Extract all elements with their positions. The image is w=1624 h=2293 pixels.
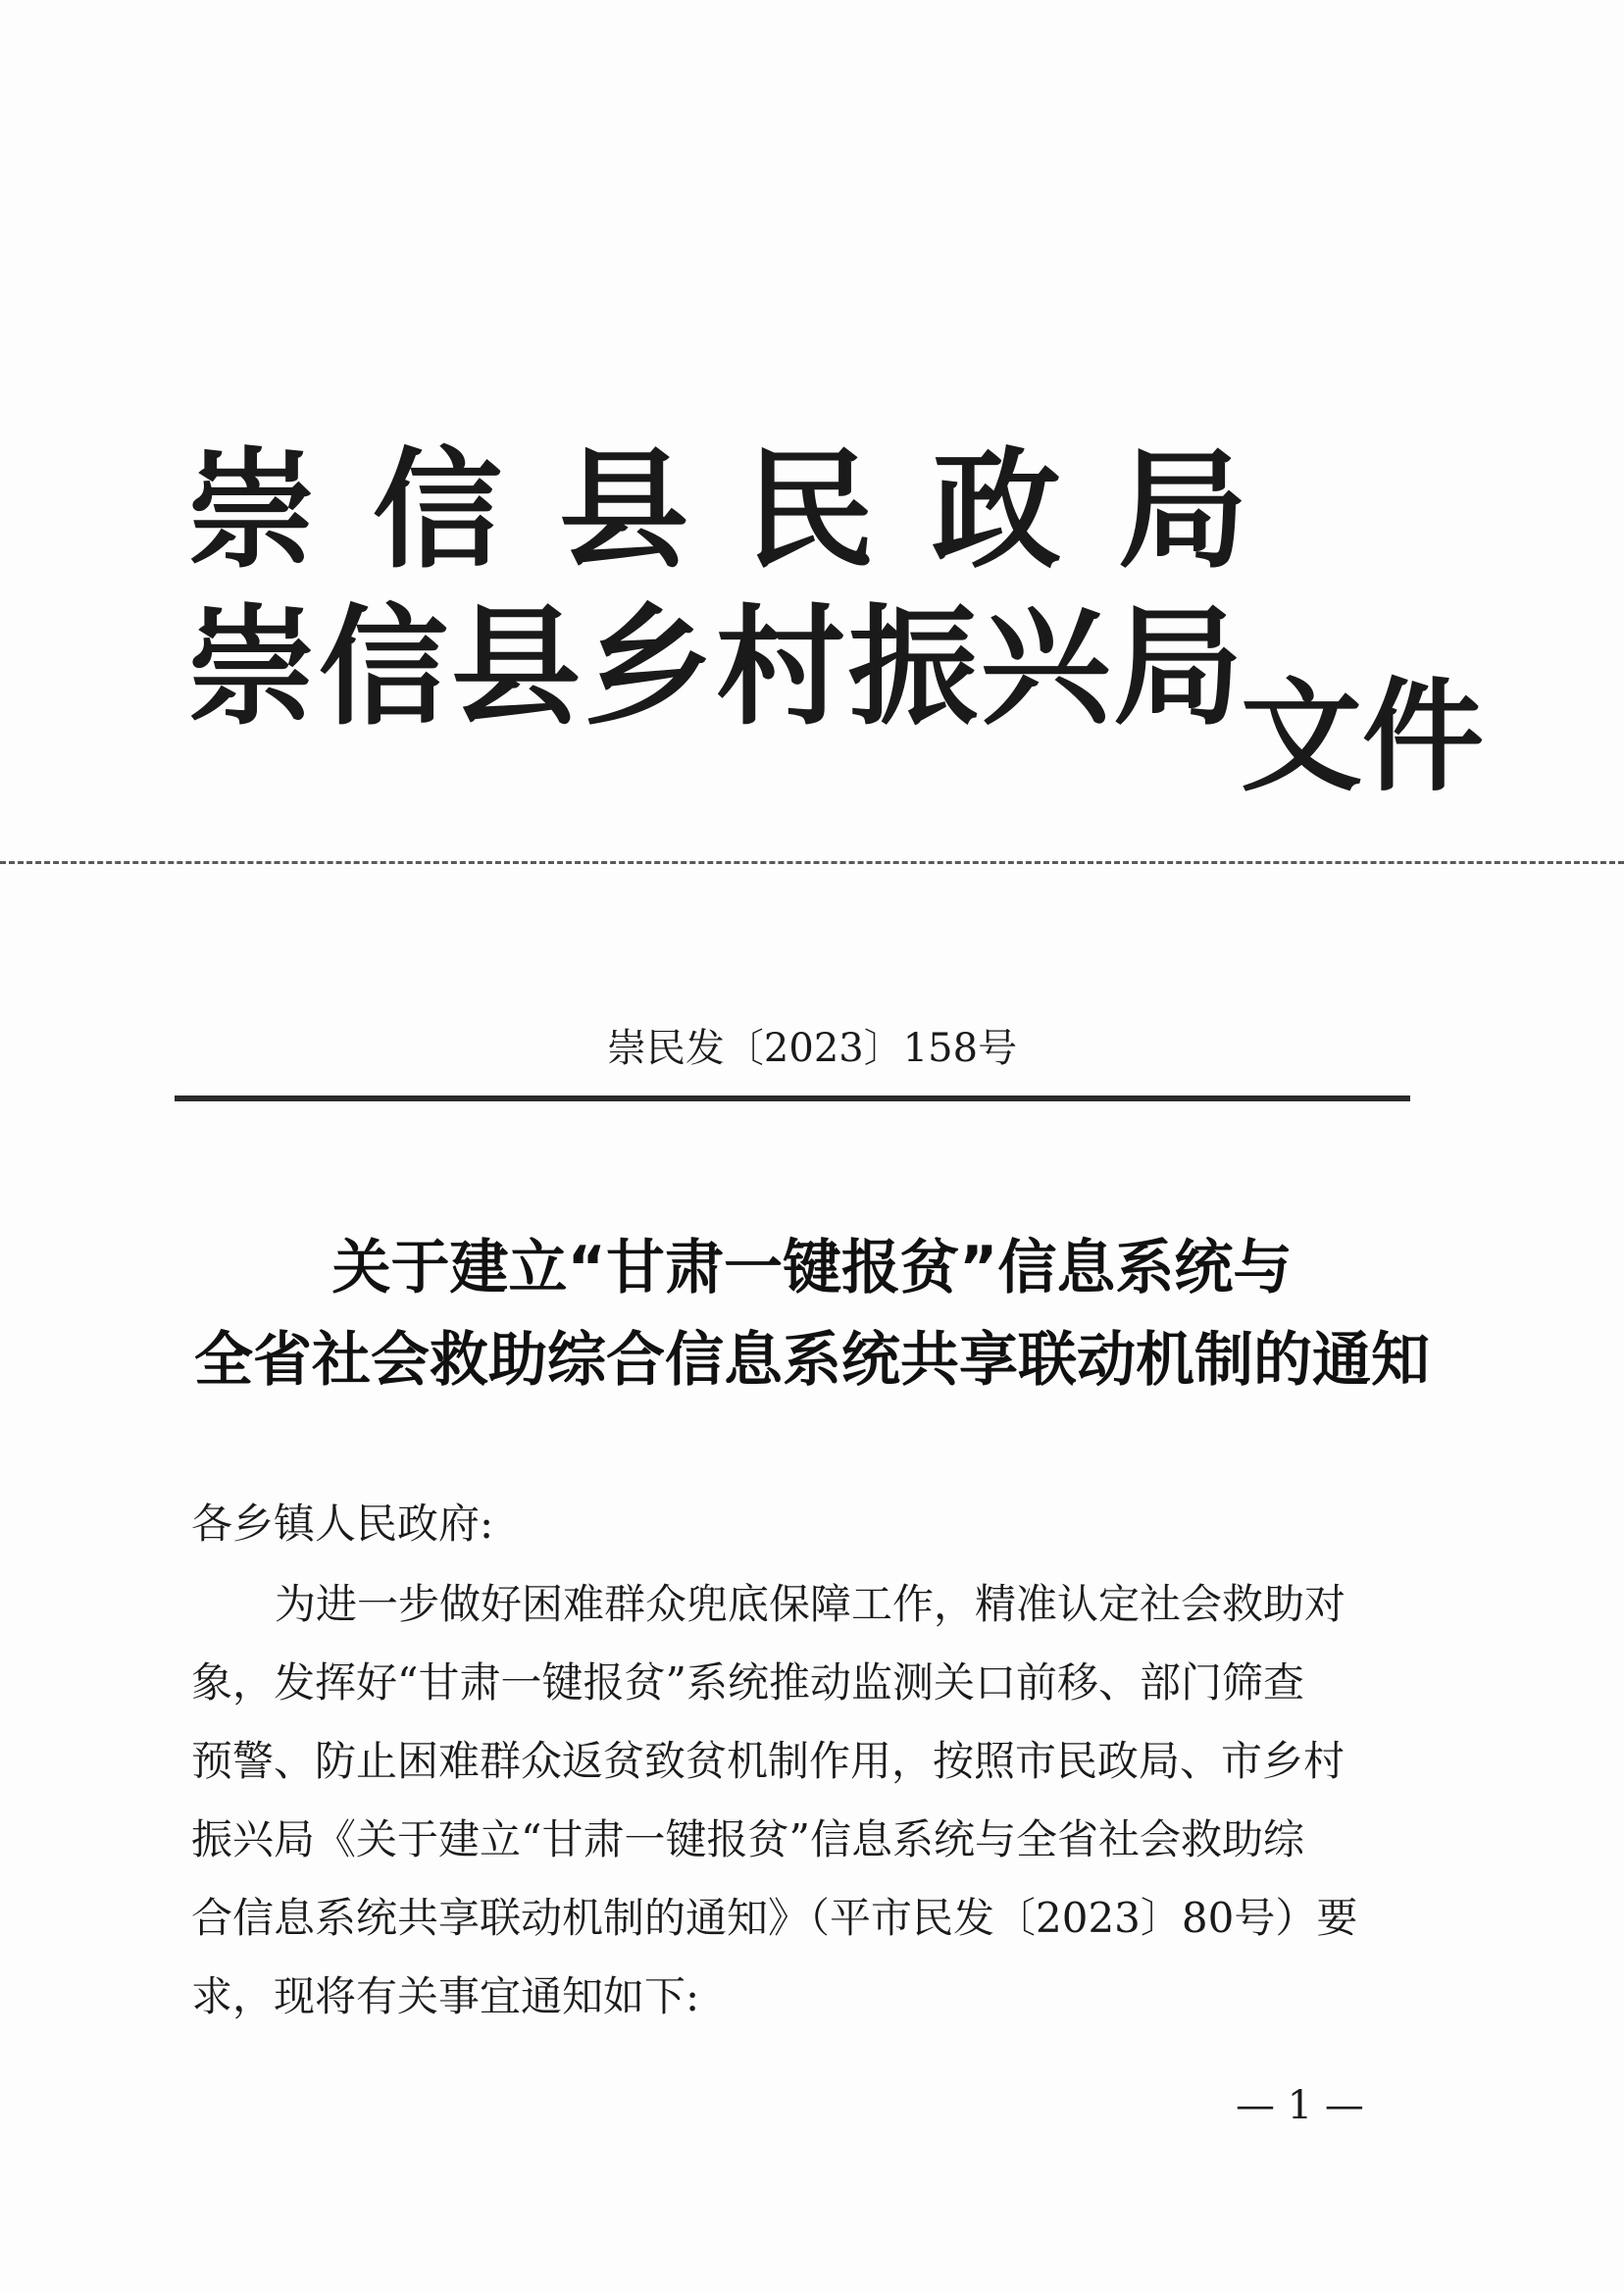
document-title-line-2: 全省社会救助综合信息系统共享联动机制的通知: [194, 1326, 1430, 1395]
page-number: — 1 —: [1236, 2083, 1364, 2128]
separator-rule: [175, 1096, 1410, 1101]
body-line: 求，现将有关事宜通知如下:: [191, 1972, 700, 2020]
body-line: 振兴局《关于建立“甘肃一键报贫”信息系统与全省社会救助综: [191, 1815, 1304, 1863]
body-line: 为进一步做好困难群众兜底保障工作，精准认定社会救助对: [275, 1580, 1346, 1628]
issuer-rural-revitalization-bureau: 崇信县乡村振兴局: [186, 592, 1245, 743]
body-line: 象，发挥好“甘肃一键报贫”系统推动监测关口前移、部门筛查: [191, 1658, 1304, 1707]
document-label: 文件: [1241, 667, 1485, 808]
header-divider: [0, 861, 1624, 864]
issuer-civil-affairs-bureau: 崇信县民政局: [186, 435, 1304, 586]
document-title-line-1: 关于建立“甘肃一键报贫”信息系统与: [331, 1234, 1293, 1302]
body-line: 预警、防止困难群众返贫致贫机制作用，按照市民政局、市乡村: [191, 1737, 1345, 1785]
salutation: 各乡镇人民政府:: [191, 1500, 494, 1548]
document-number: 崇民发〔2023〕158号: [606, 1026, 1018, 1071]
body-line: 合信息系统共享联动机制的通知》（平市民发〔2023〕80号）要: [191, 1894, 1358, 1942]
